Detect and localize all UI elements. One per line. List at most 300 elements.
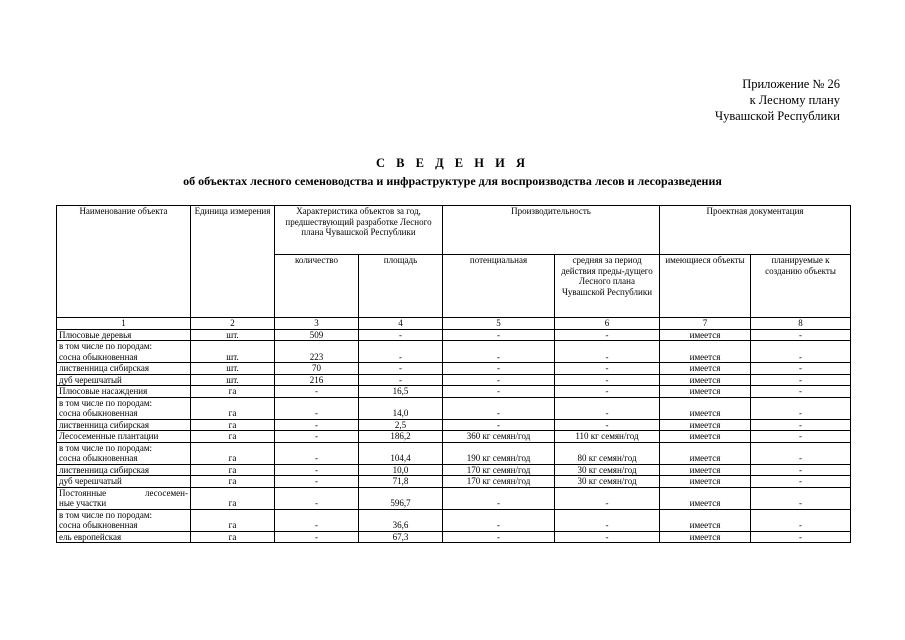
cell-value: шт. bbox=[226, 363, 239, 373]
cell-value: - bbox=[799, 386, 803, 396]
cell-unit bbox=[191, 397, 275, 419]
cell-potential bbox=[443, 531, 555, 543]
cell-value: - bbox=[315, 431, 318, 441]
cell-value: шт. bbox=[226, 374, 239, 385]
cell-spacer bbox=[277, 510, 356, 521]
cell-qty bbox=[275, 341, 359, 363]
cell-existing bbox=[660, 374, 751, 386]
cell-value: 216 bbox=[309, 374, 324, 385]
cell-spacer bbox=[445, 443, 552, 454]
object-name-line: в том числе по породам: bbox=[59, 341, 153, 351]
cell-planned bbox=[751, 341, 851, 363]
column-number-8: 8 bbox=[751, 318, 851, 330]
cell-value: имеется bbox=[689, 520, 721, 530]
object-name-line: Лесосеменные плантации bbox=[59, 431, 159, 441]
cell-value: - bbox=[315, 531, 318, 542]
object-name-line: лиственница сибирская bbox=[59, 419, 150, 430]
cell-existing bbox=[660, 476, 751, 488]
cell-unit bbox=[191, 363, 275, 375]
cell-value: - bbox=[799, 520, 803, 530]
cell-value: 30 кг семян/год bbox=[577, 476, 637, 486]
cell-potential bbox=[443, 341, 555, 363]
object-name-line: дуб черешчатый bbox=[59, 374, 122, 385]
cell-potential bbox=[443, 431, 555, 443]
cell-value: - bbox=[605, 351, 609, 362]
cell-qty bbox=[275, 487, 359, 509]
cell-value: - bbox=[315, 419, 318, 430]
cell-value: имеется bbox=[689, 531, 721, 542]
cell-value: - bbox=[497, 419, 500, 430]
cell-potential bbox=[443, 487, 555, 509]
cell-value: имеется bbox=[689, 329, 721, 340]
cell-spacer bbox=[361, 443, 440, 454]
document-subtitle: об объектах лесного семеноводства и инфраструктуре для воспроизводства лесов и лесоразведения bbox=[183, 174, 722, 188]
cell-spacer bbox=[193, 488, 272, 499]
cell-value: 509 bbox=[309, 329, 324, 340]
cell-value: - bbox=[315, 520, 318, 530]
cell-average bbox=[555, 476, 660, 488]
cell-qty bbox=[275, 464, 359, 476]
cell-spacer bbox=[361, 510, 440, 521]
cell-area bbox=[359, 464, 443, 476]
column-number-7: 7 bbox=[660, 318, 751, 330]
cell-unit bbox=[191, 419, 275, 431]
cell-object-name bbox=[57, 531, 191, 543]
cell-planned bbox=[751, 487, 851, 509]
cell-value: 223 bbox=[309, 351, 324, 362]
object-name-line: в том числе по породам: bbox=[59, 397, 153, 408]
cell-value: - bbox=[605, 329, 609, 340]
cell-value: - bbox=[399, 329, 402, 340]
object-name-line: Плюсовые насаждения bbox=[59, 386, 148, 396]
object-name-line: Постоянные лесосемен- bbox=[59, 487, 188, 498]
cell-planned bbox=[751, 476, 851, 488]
cell-existing bbox=[660, 363, 751, 375]
cell-value: - bbox=[497, 520, 500, 530]
cell-area bbox=[359, 509, 443, 531]
cell-value: 2,5 bbox=[394, 419, 407, 430]
cell-average bbox=[555, 397, 660, 419]
cell-value: 170 кг семян/год bbox=[466, 464, 531, 475]
cell-area bbox=[359, 374, 443, 386]
cell-existing bbox=[660, 509, 751, 531]
cell-existing bbox=[660, 419, 751, 431]
cell-spacer bbox=[193, 398, 272, 409]
cell-existing bbox=[660, 442, 751, 464]
table-row bbox=[57, 431, 851, 443]
cell-qty bbox=[275, 386, 359, 398]
cell-qty bbox=[275, 476, 359, 488]
cell-object-name bbox=[57, 341, 191, 363]
cell-spacer bbox=[557, 510, 657, 521]
cell-spacer bbox=[445, 398, 552, 409]
header-object-name: Наименование объекта bbox=[57, 206, 191, 318]
document-title: С В Е Д Е Н И Я bbox=[376, 156, 529, 170]
table-row bbox=[57, 374, 851, 386]
header-potential: потенциальная bbox=[443, 255, 555, 318]
column-number-3: 3 bbox=[275, 318, 359, 330]
table-row bbox=[57, 487, 851, 509]
cell-existing bbox=[660, 341, 751, 363]
cell-object-name bbox=[57, 431, 191, 443]
cell-value: - bbox=[497, 531, 500, 542]
cell-spacer bbox=[662, 398, 748, 409]
object-name-line: сосна обыкновенная bbox=[59, 453, 138, 463]
object-name-line: в том числе по породам: bbox=[59, 509, 153, 520]
object-name-line: лиственница сибирская bbox=[59, 363, 150, 373]
cell-existing bbox=[660, 397, 751, 419]
header-average: средняя за период действия преды-дущего Лесного плана Чувашской Республики bbox=[555, 255, 660, 318]
cell-spacer bbox=[277, 488, 356, 499]
cell-area bbox=[359, 397, 443, 419]
cell-existing bbox=[660, 464, 751, 476]
cell-average bbox=[555, 363, 660, 375]
cell-spacer bbox=[662, 443, 748, 454]
cell-value: - bbox=[605, 374, 609, 385]
cell-value: га bbox=[228, 520, 237, 530]
cell-value: - bbox=[799, 374, 803, 385]
cell-spacer bbox=[445, 510, 552, 521]
cell-qty bbox=[275, 442, 359, 464]
cell-unit bbox=[191, 476, 275, 488]
cell-value: шт. bbox=[226, 329, 239, 340]
cell-qty bbox=[275, 509, 359, 531]
cell-average bbox=[555, 386, 660, 398]
cell-qty bbox=[275, 419, 359, 431]
cell-value: имеется bbox=[689, 476, 721, 486]
cell-value: 71,8 bbox=[392, 476, 409, 486]
cell-value: 70 bbox=[312, 363, 321, 373]
cell-average bbox=[555, 374, 660, 386]
cell-spacer bbox=[753, 510, 848, 521]
cell-value: - bbox=[799, 476, 803, 486]
cell-spacer bbox=[662, 341, 748, 352]
cell-planned bbox=[751, 363, 851, 375]
cell-area bbox=[359, 419, 443, 431]
object-name-line: Плюсовые деревья bbox=[59, 329, 132, 340]
cell-object-name bbox=[57, 487, 191, 509]
cell-value: 30 кг семян/год bbox=[577, 464, 637, 475]
cell-potential bbox=[443, 386, 555, 398]
cell-potential bbox=[443, 374, 555, 386]
object-name-line: в том числе по породам: bbox=[59, 442, 153, 453]
cell-spacer bbox=[277, 398, 356, 409]
cell-value: - bbox=[605, 363, 609, 373]
appendix-line-3: Чувашской Республики bbox=[714, 109, 840, 123]
cell-value: - bbox=[497, 329, 500, 340]
cell-planned bbox=[751, 329, 851, 341]
table-row bbox=[57, 419, 851, 431]
cell-value: - bbox=[605, 386, 609, 396]
cell-value: - bbox=[799, 531, 803, 542]
cell-area bbox=[359, 531, 443, 543]
cell-object-name bbox=[57, 442, 191, 464]
cell-spacer bbox=[753, 341, 848, 352]
cell-value: имеется bbox=[689, 453, 721, 463]
cell-qty bbox=[275, 363, 359, 375]
cell-value: - bbox=[799, 431, 803, 441]
cell-qty bbox=[275, 531, 359, 543]
cell-value: имеется bbox=[689, 351, 721, 362]
cell-planned bbox=[751, 397, 851, 419]
cell-existing bbox=[660, 431, 751, 443]
column-number-2: 2 bbox=[191, 318, 275, 330]
cell-average bbox=[555, 442, 660, 464]
cell-value: имеется bbox=[689, 498, 721, 508]
appendix-line-2: к Лесному плану bbox=[749, 93, 840, 107]
cell-unit bbox=[191, 431, 275, 443]
cell-value: имеется bbox=[689, 374, 721, 385]
header-productivity: Производительность bbox=[443, 206, 660, 255]
cell-unit bbox=[191, 487, 275, 509]
cell-existing bbox=[660, 487, 751, 509]
cell-value: 170 кг семян/год bbox=[466, 476, 531, 486]
cell-average bbox=[555, 341, 660, 363]
cell-value: - bbox=[799, 408, 803, 418]
object-name-line: дуб черешчатый bbox=[59, 476, 122, 486]
cell-existing bbox=[660, 531, 751, 543]
cell-spacer bbox=[193, 510, 272, 521]
table-row bbox=[57, 476, 851, 488]
cell-qty bbox=[275, 374, 359, 386]
header-existing: имеющиеся объекты bbox=[660, 255, 751, 318]
column-number-1: 1 bbox=[57, 318, 191, 330]
cell-unit bbox=[191, 464, 275, 476]
cell-value: га bbox=[228, 386, 237, 396]
cell-potential bbox=[443, 363, 555, 375]
header-project-docs: Проектная документация bbox=[660, 206, 851, 255]
column-number-5: 5 bbox=[443, 318, 555, 330]
cell-spacer bbox=[277, 341, 356, 352]
object-name-line: ель европейская bbox=[59, 531, 122, 542]
cell-value: га bbox=[228, 464, 237, 475]
cell-value: - bbox=[799, 419, 803, 430]
cell-unit bbox=[191, 386, 275, 398]
cell-value: - bbox=[315, 453, 318, 463]
cell-planned bbox=[751, 509, 851, 531]
column-number-6: 6 bbox=[555, 318, 660, 330]
header-planned: планируемые к созданию объекты bbox=[751, 255, 851, 318]
cell-spacer bbox=[557, 341, 657, 352]
cell-potential bbox=[443, 397, 555, 419]
cell-value: - bbox=[497, 408, 500, 418]
cell-average bbox=[555, 419, 660, 431]
cell-planned bbox=[751, 419, 851, 431]
table-row bbox=[57, 341, 851, 363]
cell-planned bbox=[751, 464, 851, 476]
object-name-line: сосна обыкновенная bbox=[59, 520, 138, 530]
cell-value: - bbox=[497, 386, 500, 396]
cell-unit bbox=[191, 329, 275, 341]
cell-potential bbox=[443, 419, 555, 431]
cell-value: 596,7 bbox=[390, 498, 411, 508]
table-row bbox=[57, 386, 851, 398]
cell-spacer bbox=[277, 443, 356, 454]
cell-value: - bbox=[399, 374, 402, 385]
appendix-note bbox=[640, 76, 840, 124]
cell-area bbox=[359, 487, 443, 509]
cell-spacer bbox=[557, 488, 657, 499]
cell-spacer bbox=[193, 341, 272, 352]
table-row bbox=[57, 363, 851, 375]
cell-value: - bbox=[605, 408, 609, 418]
cell-object-name bbox=[57, 419, 191, 431]
cell-object-name bbox=[57, 363, 191, 375]
cell-value: 14,0 bbox=[392, 408, 409, 418]
cell-value: - bbox=[605, 419, 609, 430]
cell-planned bbox=[751, 442, 851, 464]
cell-object-name bbox=[57, 509, 191, 531]
cell-value: - bbox=[605, 520, 609, 530]
cell-area bbox=[359, 363, 443, 375]
header-unit: Единица измерения bbox=[191, 206, 275, 318]
cell-spacer bbox=[445, 341, 552, 352]
cell-spacer bbox=[361, 488, 440, 499]
cell-area bbox=[359, 329, 443, 341]
cell-value: 67,3 bbox=[392, 531, 409, 542]
cell-value: 186,2 bbox=[390, 431, 411, 441]
cell-spacer bbox=[361, 398, 440, 409]
cell-value: 36,6 bbox=[392, 520, 409, 530]
cell-qty bbox=[275, 431, 359, 443]
cell-spacer bbox=[753, 488, 848, 499]
column-number-row bbox=[57, 318, 851, 330]
cell-potential bbox=[443, 464, 555, 476]
table-row bbox=[57, 442, 851, 464]
cell-value: - bbox=[799, 464, 803, 475]
cell-spacer bbox=[557, 443, 657, 454]
cell-value: - bbox=[605, 531, 609, 542]
cell-spacer bbox=[662, 488, 748, 499]
cell-unit bbox=[191, 442, 275, 464]
table-row bbox=[57, 329, 851, 341]
cell-value: 110 кг семян/год bbox=[575, 431, 639, 441]
cell-value: - bbox=[497, 498, 500, 508]
cell-average bbox=[555, 531, 660, 543]
cell-potential bbox=[443, 442, 555, 464]
cell-value: га bbox=[228, 476, 237, 486]
cell-value: - bbox=[315, 476, 318, 486]
cell-existing bbox=[660, 329, 751, 341]
cell-potential bbox=[443, 476, 555, 488]
cell-value: имеется bbox=[689, 464, 721, 475]
cell-value: - bbox=[399, 363, 402, 373]
cell-potential bbox=[443, 329, 555, 341]
cell-value: 360 кг семян/год bbox=[466, 431, 531, 441]
appendix-line-1: Приложение № 26 bbox=[742, 77, 840, 91]
object-name-line: сосна обыкновенная bbox=[59, 351, 138, 362]
object-name-line: ные участки bbox=[59, 498, 107, 508]
cell-unit bbox=[191, 531, 275, 543]
cell-value: - bbox=[315, 464, 318, 475]
cell-object-name bbox=[57, 386, 191, 398]
cell-existing bbox=[660, 386, 751, 398]
cell-value: га bbox=[228, 408, 237, 418]
cell-value: - bbox=[315, 498, 318, 508]
cell-value: шт. bbox=[226, 351, 239, 362]
cell-unit bbox=[191, 509, 275, 531]
cell-planned bbox=[751, 531, 851, 543]
cell-qty bbox=[275, 397, 359, 419]
cell-value: - bbox=[605, 498, 609, 508]
cell-spacer bbox=[193, 443, 272, 454]
cell-value: - bbox=[799, 363, 803, 373]
cell-planned bbox=[751, 386, 851, 398]
cell-area bbox=[359, 476, 443, 488]
cell-spacer bbox=[557, 398, 657, 409]
cell-value: га bbox=[228, 431, 237, 441]
cell-value: имеется bbox=[689, 363, 721, 373]
cell-value: имеется bbox=[689, 408, 721, 418]
cell-value: га bbox=[228, 453, 237, 463]
cell-value: - bbox=[399, 351, 402, 362]
cell-average bbox=[555, 487, 660, 509]
object-name-line: сосна обыкновенная bbox=[59, 408, 138, 418]
cell-value: 10,0 bbox=[392, 464, 409, 475]
cell-area bbox=[359, 442, 443, 464]
column-number-4: 4 bbox=[359, 318, 443, 330]
cell-value: 104,4 bbox=[390, 453, 411, 463]
header-characteristics: Характеристика объектов за год, предшествующий разработке Лесного плана Чувашской Республики bbox=[275, 206, 443, 255]
cell-average bbox=[555, 509, 660, 531]
cell-area bbox=[359, 386, 443, 398]
cell-value: га bbox=[228, 498, 237, 508]
table-row bbox=[57, 464, 851, 476]
cell-value: га bbox=[228, 419, 237, 430]
table-row bbox=[57, 531, 851, 543]
cell-value: 190 кг семян/год bbox=[466, 453, 531, 463]
cell-average bbox=[555, 464, 660, 476]
header-quantity: количество bbox=[275, 255, 359, 318]
table-row bbox=[57, 397, 851, 419]
cell-value: - bbox=[497, 363, 500, 373]
cell-planned bbox=[751, 374, 851, 386]
cell-object-name bbox=[57, 374, 191, 386]
cell-object-name bbox=[57, 329, 191, 341]
cell-value: - bbox=[799, 351, 803, 362]
cell-spacer bbox=[753, 443, 848, 454]
seed-objects-table bbox=[56, 205, 851, 543]
cell-area bbox=[359, 341, 443, 363]
table-row bbox=[57, 509, 851, 531]
cell-object-name bbox=[57, 464, 191, 476]
cell-value: - bbox=[315, 408, 318, 418]
cell-spacer bbox=[753, 398, 848, 409]
cell-value: - bbox=[497, 351, 500, 362]
cell-spacer bbox=[361, 341, 440, 352]
cell-potential bbox=[443, 509, 555, 531]
cell-average bbox=[555, 431, 660, 443]
cell-spacer bbox=[662, 510, 748, 521]
cell-object-name bbox=[57, 397, 191, 419]
cell-area bbox=[359, 431, 443, 443]
cell-value: имеется bbox=[689, 431, 721, 441]
cell-qty bbox=[275, 329, 359, 341]
cell-value: 80 кг семян/год bbox=[577, 453, 637, 463]
cell-value: - bbox=[799, 329, 803, 340]
header-area: площадь bbox=[359, 255, 443, 318]
cell-object-name bbox=[57, 476, 191, 488]
cell-value: - bbox=[799, 498, 803, 508]
cell-value: имеется bbox=[689, 386, 721, 396]
cell-value: имеется bbox=[689, 419, 721, 430]
cell-value: - bbox=[497, 374, 500, 385]
cell-value: 16,5 bbox=[392, 386, 409, 396]
object-name-line: лиственница сибирская bbox=[59, 464, 150, 475]
cell-value: га bbox=[228, 531, 237, 542]
cell-value: - bbox=[799, 453, 803, 463]
cell-planned bbox=[751, 431, 851, 443]
